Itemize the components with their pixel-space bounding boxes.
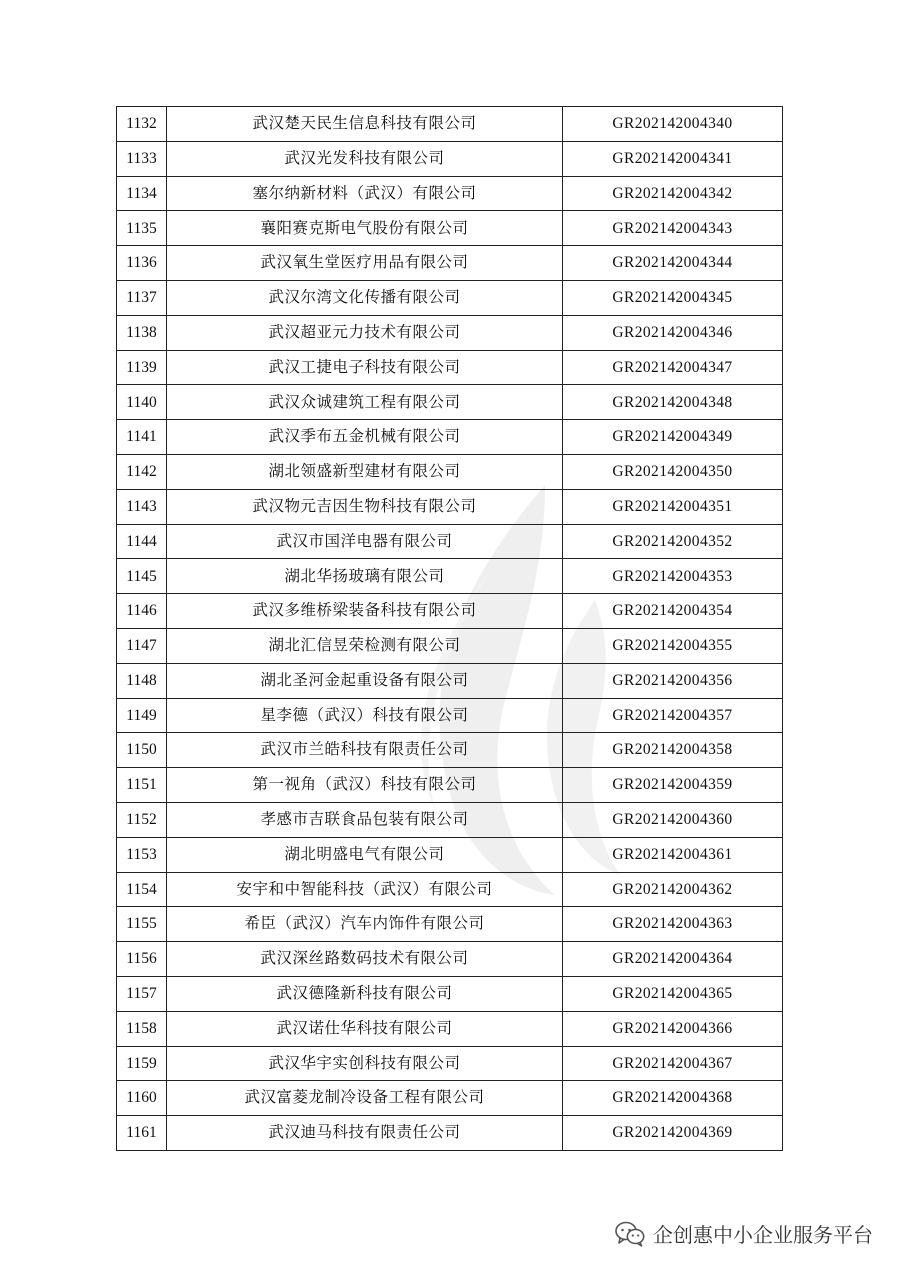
row-number: 1145 xyxy=(117,559,167,594)
row-number: 1137 xyxy=(117,280,167,315)
table-row xyxy=(117,872,783,907)
company-name: 武汉诺仕华科技有限公司 xyxy=(167,1011,563,1046)
company-name: 武汉光发科技有限公司 xyxy=(167,141,563,176)
table-row xyxy=(117,837,783,872)
company-name: 塞尔纳新材料（武汉）有限公司 xyxy=(167,176,563,211)
table-row xyxy=(117,663,783,698)
table-row xyxy=(117,559,783,594)
row-number: 1150 xyxy=(117,733,167,768)
company-name: 武汉市国洋电器有限公司 xyxy=(167,524,563,559)
company-name: 武汉氧生堂医疗用品有限公司 xyxy=(167,246,563,281)
table-row xyxy=(117,907,783,942)
certificate-code: GR202142004341 xyxy=(563,141,783,176)
table-row xyxy=(117,1116,783,1151)
certificate-code: GR202142004352 xyxy=(563,524,783,559)
certificate-code: GR202142004354 xyxy=(563,594,783,629)
enterprise-registry-table xyxy=(116,106,783,1151)
table-row xyxy=(117,176,783,211)
certificate-code: GR202142004363 xyxy=(563,907,783,942)
table-row xyxy=(117,733,783,768)
certificate-code: GR202142004344 xyxy=(563,246,783,281)
company-name: 武汉多维桥梁装备科技有限公司 xyxy=(167,594,563,629)
certificate-code: GR202142004349 xyxy=(563,420,783,455)
company-name: 武汉德隆新科技有限公司 xyxy=(167,976,563,1011)
row-number: 1154 xyxy=(117,872,167,907)
company-name: 安宇和中智能科技（武汉）有限公司 xyxy=(167,872,563,907)
certificate-code: GR202142004360 xyxy=(563,802,783,837)
row-number: 1148 xyxy=(117,663,167,698)
table-body xyxy=(117,107,783,1151)
table-row xyxy=(117,454,783,489)
row-number: 1149 xyxy=(117,698,167,733)
row-number: 1135 xyxy=(117,211,167,246)
certificate-code: GR202142004353 xyxy=(563,559,783,594)
company-name: 武汉华宇实创科技有限公司 xyxy=(167,1046,563,1081)
row-number: 1158 xyxy=(117,1011,167,1046)
certificate-code: GR202142004362 xyxy=(563,872,783,907)
certificate-code: GR202142004351 xyxy=(563,489,783,524)
table-row xyxy=(117,141,783,176)
company-name: 武汉市兰皓科技有限责任公司 xyxy=(167,733,563,768)
row-number: 1155 xyxy=(117,907,167,942)
certificate-code: GR202142004350 xyxy=(563,454,783,489)
company-name: 武汉深丝路数码技术有限公司 xyxy=(167,942,563,977)
company-name: 湖北华扬玻璃有限公司 xyxy=(167,559,563,594)
row-number: 1133 xyxy=(117,141,167,176)
certificate-code: GR202142004367 xyxy=(563,1046,783,1081)
table-row xyxy=(117,280,783,315)
table-row xyxy=(117,315,783,350)
table-row xyxy=(117,420,783,455)
row-number: 1138 xyxy=(117,315,167,350)
company-name: 孝感市吉联食品包装有限公司 xyxy=(167,802,563,837)
table-row xyxy=(117,350,783,385)
row-number: 1144 xyxy=(117,524,167,559)
company-name: 武汉尔湾文化传播有限公司 xyxy=(167,280,563,315)
table-row xyxy=(117,1011,783,1046)
table-row xyxy=(117,942,783,977)
company-name: 武汉季布五金机械有限公司 xyxy=(167,420,563,455)
certificate-code: GR202142004366 xyxy=(563,1011,783,1046)
certificate-code: GR202142004361 xyxy=(563,837,783,872)
table-row xyxy=(117,594,783,629)
row-number: 1152 xyxy=(117,802,167,837)
table-row xyxy=(117,524,783,559)
row-number: 1142 xyxy=(117,454,167,489)
row-number: 1134 xyxy=(117,176,167,211)
table-row xyxy=(117,1081,783,1116)
company-name: 希臣（武汉）汽车内饰件有限公司 xyxy=(167,907,563,942)
table-row xyxy=(117,246,783,281)
company-name: 武汉工捷电子科技有限公司 xyxy=(167,350,563,385)
certificate-code: GR202142004340 xyxy=(563,107,783,142)
company-name: 襄阳赛克斯电气股份有限公司 xyxy=(167,211,563,246)
company-name: 武汉富菱龙制冷设备工程有限公司 xyxy=(167,1081,563,1116)
company-name: 湖北圣河金起重设备有限公司 xyxy=(167,663,563,698)
table-row xyxy=(117,628,783,663)
row-number: 1147 xyxy=(117,628,167,663)
row-number: 1132 xyxy=(117,107,167,142)
certificate-code: GR202142004365 xyxy=(563,976,783,1011)
table-row xyxy=(117,698,783,733)
certificate-code: GR202142004356 xyxy=(563,663,783,698)
row-number: 1156 xyxy=(117,942,167,977)
table-row xyxy=(117,1046,783,1081)
certificate-code: GR202142004348 xyxy=(563,385,783,420)
row-number: 1143 xyxy=(117,489,167,524)
certificate-code: GR202142004345 xyxy=(563,280,783,315)
certificate-code: GR202142004355 xyxy=(563,628,783,663)
footer-brand-text: 企创惠中小企业服务平台 xyxy=(653,1223,873,1247)
certificate-code: GR202142004342 xyxy=(563,176,783,211)
company-name: 湖北领盛新型建材有限公司 xyxy=(167,454,563,489)
company-name: 武汉楚天民生信息科技有限公司 xyxy=(167,107,563,142)
company-name: 武汉物元吉因生物科技有限公司 xyxy=(167,489,563,524)
table-row xyxy=(117,107,783,142)
footer-brand xyxy=(615,1219,873,1248)
company-name: 武汉众诚建筑工程有限公司 xyxy=(167,385,563,420)
table-row xyxy=(117,802,783,837)
certificate-code: GR202142004368 xyxy=(563,1081,783,1116)
table-row xyxy=(117,976,783,1011)
row-number: 1139 xyxy=(117,350,167,385)
company-name: 湖北汇信昱荣检测有限公司 xyxy=(167,628,563,663)
company-name: 武汉超亚元力技术有限公司 xyxy=(167,315,563,350)
row-number: 1151 xyxy=(117,768,167,803)
row-number: 1136 xyxy=(117,246,167,281)
wechat-icon xyxy=(615,1221,645,1247)
row-number: 1161 xyxy=(117,1116,167,1151)
table-row xyxy=(117,489,783,524)
certificate-code: GR202142004364 xyxy=(563,942,783,977)
certificate-code: GR202142004346 xyxy=(563,315,783,350)
company-name: 星李德（武汉）科技有限公司 xyxy=(167,698,563,733)
row-number: 1146 xyxy=(117,594,167,629)
table-row xyxy=(117,385,783,420)
row-number: 1140 xyxy=(117,385,167,420)
row-number: 1141 xyxy=(117,420,167,455)
certificate-code: GR202142004369 xyxy=(563,1116,783,1151)
certificate-code: GR202142004347 xyxy=(563,350,783,385)
certificate-code: GR202142004358 xyxy=(563,733,783,768)
certificate-code: GR202142004357 xyxy=(563,698,783,733)
certificate-code: GR202142004343 xyxy=(563,211,783,246)
company-name: 第一视角（武汉）科技有限公司 xyxy=(167,768,563,803)
table-row xyxy=(117,211,783,246)
row-number: 1153 xyxy=(117,837,167,872)
table-row xyxy=(117,768,783,803)
row-number: 1160 xyxy=(117,1081,167,1116)
certificate-code: GR202142004359 xyxy=(563,768,783,803)
row-number: 1159 xyxy=(117,1046,167,1081)
company-name: 武汉迪马科技有限责任公司 xyxy=(167,1116,563,1151)
row-number: 1157 xyxy=(117,976,167,1011)
company-name: 湖北明盛电气有限公司 xyxy=(167,837,563,872)
